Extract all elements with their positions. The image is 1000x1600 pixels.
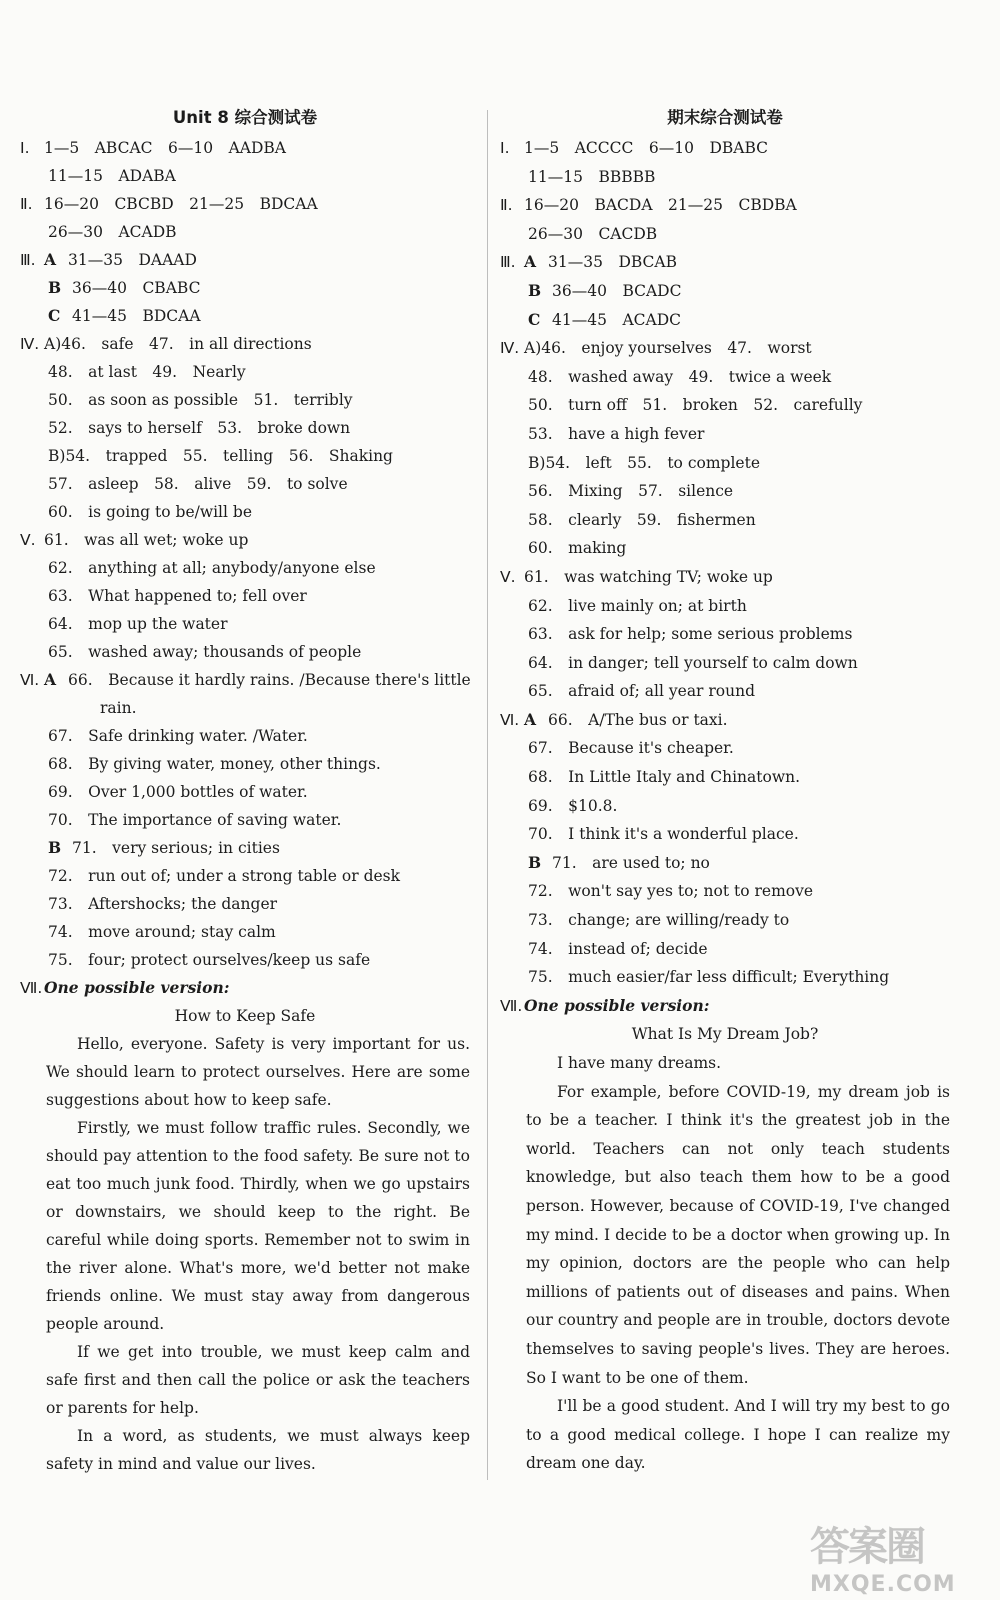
answer-line: 50. as soon as possible 51. terribly <box>48 391 353 409</box>
answer-line: 67. Safe drinking water. /Water. <box>48 727 308 745</box>
answer-line: 75. much easier/far less difficult; Everything <box>528 968 890 987</box>
answer-line: Ⅰ. 1—5 ABCAC 6—10 AADBA <box>20 134 470 162</box>
essay-label: One possible version: <box>44 978 230 997</box>
essay-title: How to Keep Safe <box>174 1007 316 1025</box>
section-number: Ⅳ. <box>20 335 40 353</box>
part-label: A <box>524 709 537 729</box>
answer-line: Ⅵ. A 66. A/The bus or taxi. <box>500 706 950 735</box>
answer-line: Ⅲ. A 31—35 DBCAB <box>500 248 950 277</box>
answer-line: 69. $10.8. <box>528 796 618 815</box>
essay-title: What Is My Dream Job? <box>631 1025 819 1044</box>
answer-line: 70. I think it's a wonderful place. <box>528 825 799 844</box>
answer-line: 68. In Little Italy and Chinatown. <box>528 768 801 787</box>
answer-line: 63. What happened to; fell over <box>48 587 307 605</box>
part-label: C <box>528 309 541 329</box>
answer-line: 73. change; are willing/ready to <box>528 911 790 930</box>
essay-paragraph: Firstly, we must follow traffic rules. Secondly, we should pay attention to the food safety. Be sure not to eat too much junk food. Thirdly, when we go upstairs or downstairs, we should keep to the right. Be careful while doing sports. Remember not to swim in the river alone. What's more, we'd better not make friends online. We must stay away from dangerous people around. <box>46 1119 470 1333</box>
answer-line: 56. Mixing 57. silence <box>528 482 734 501</box>
answer-line: 72. run out of; under a strong table or desk <box>48 867 401 885</box>
section-number: Ⅴ. <box>20 531 36 549</box>
answer-line: Ⅳ. A)46. enjoy yourselves 47. worst <box>500 334 950 363</box>
answer-line: 74. instead of; decide <box>528 939 708 958</box>
answer-line: 69. Over 1,000 bottles of water. <box>48 783 308 801</box>
answer-line: 62. anything at all; anybody/anyone else <box>48 559 376 577</box>
part-label: B <box>48 278 62 297</box>
section-number: Ⅵ. <box>20 671 40 689</box>
answer-line: 57. asleep 58. alive 59. to solve <box>48 475 348 493</box>
answer-line: 63. ask for help; some serious problems <box>528 625 853 644</box>
answer-line: Ⅱ. 16—20 BACDA 21—25 CBDBA <box>500 191 950 220</box>
answer-line: B 36—40 BCADC <box>500 277 950 306</box>
answer-line: 75. four; protect ourselves/keep us safe <box>48 951 371 969</box>
essay-paragraph: I have many dreams. <box>557 1054 722 1072</box>
answer-line: 53. have a high fever <box>528 424 705 443</box>
section-number: Ⅴ. <box>500 567 516 586</box>
section-number: Ⅰ. <box>20 139 30 157</box>
answer-line: 48. at last 49. Nearly <box>48 363 246 381</box>
answer-line: 60. is going to be/will be <box>48 503 252 521</box>
section-number: Ⅲ. <box>500 253 516 272</box>
column-divider <box>487 110 488 1480</box>
answer-line <box>500 992 950 1021</box>
answer-line: 11—15 BBBBB <box>528 167 656 186</box>
section-number: Ⅵ. <box>500 710 520 729</box>
answer-line: 65. afraid of; all year round <box>528 682 756 701</box>
watermark-logo <box>810 1515 980 1595</box>
answer-line: B)54. trapped 55. telling 56. Shaking <box>48 447 393 465</box>
answer-line: B 36—40 CBABC <box>20 274 470 302</box>
answer-line: 62. live mainly on; at birth <box>528 596 747 615</box>
answer-line: C 41—45 ACADC <box>500 306 950 335</box>
answer-line: 11—15 ADABA <box>48 167 176 185</box>
answer-line: 73. Aftershocks; the danger <box>48 895 278 913</box>
part-label: C <box>48 306 61 325</box>
answer-line: 68. By giving water, money, other things. <box>48 755 381 773</box>
answer-line: B 71. are used to; no <box>500 849 950 878</box>
essay-paragraph: If we get into trouble, we must keep calm and safe first and then call the police or ask the teachers or parents for help. <box>46 1343 470 1417</box>
section-number: Ⅱ. <box>20 195 33 213</box>
section-number: Ⅶ. <box>500 996 523 1015</box>
answer-line: 58. clearly 59. fishermen <box>528 510 756 529</box>
answer-line: Ⅵ. A 66. Because it hardly rains. /Because there's little <box>20 666 470 694</box>
answer-line: B 71. very serious; in cities <box>20 834 470 862</box>
essay-paragraph: In a word, as students, we must always keep safety in mind and value our lives. <box>46 1427 470 1473</box>
section-number: Ⅰ. <box>500 139 510 157</box>
answer-line: 74. move around; stay calm <box>48 923 276 941</box>
watermark-text: 答案圈 <box>810 1524 924 1570</box>
answer-line: 70. The importance of saving water. <box>48 811 342 829</box>
part-label: A <box>44 670 57 689</box>
answer-line: C 41—45 BDCAA <box>20 302 470 330</box>
section-number: Ⅱ. <box>500 196 513 215</box>
answer-line: Ⅳ. A)46. safe 47. in all directions <box>20 330 470 358</box>
answer-line: 50. turn off 51. broken 52. carefully <box>528 396 863 415</box>
right-title: 期末综合测试卷 <box>667 108 783 127</box>
watermark-url: MXQE.COM <box>810 1572 956 1597</box>
answer-line: 65. washed away; thousands of people <box>48 643 362 661</box>
section-number: Ⅶ. <box>20 979 43 997</box>
answer-line: 67. Because it's cheaper. <box>528 739 734 758</box>
answer-line: 72. won't say yes to; not to remove <box>528 882 814 901</box>
answer-line: 48. washed away 49. twice a week <box>528 367 832 386</box>
answer-line: Ⅲ. A 31—35 DAAAD <box>20 246 470 274</box>
essay-label: One possible version: <box>524 995 710 1015</box>
answer-line: rain. <box>100 699 137 717</box>
section-number: Ⅲ. <box>20 251 36 269</box>
answer-line: Ⅰ. 1—5 ACCCC 6—10 DBABC <box>500 134 950 163</box>
answer-line: 52. says to herself 53. broke down <box>48 419 351 437</box>
essay-paragraph: Hello, everyone. Safety is very important for us. We should learn to protect ourselves. Here are some suggestions about how to keep safe. <box>46 1035 470 1109</box>
answer-line: Ⅴ. 61. was watching TV; woke up <box>500 563 950 592</box>
right-column <box>500 104 950 1478</box>
answer-line: B)54. left 55. to complete <box>528 453 760 472</box>
answer-line <box>20 974 470 1002</box>
part-label: A <box>44 250 57 269</box>
part-label: A <box>524 252 537 272</box>
part-label: B <box>48 838 62 857</box>
left-column <box>20 104 470 1478</box>
answer-line: Ⅴ. 61. was all wet; woke up <box>20 526 470 554</box>
essay-paragraph: For example, before COVID-19, my dream job is to be a teacher. I think it's the greatest job in the world. Teachers can not only teach students knowledge, but also teach them how to be a good person. However, because of COVID-19, I've changed my mind. I decide to be a doctor when growing up. In my opinion, doctors are the people who can help millions of patients out of diseases and pains. When our country and people are in trouble, doctors devote themselves to saving people's lives. They are heroes. So I want to be one of them. <box>526 1082 950 1387</box>
part-label: B <box>528 852 542 872</box>
answer-line: 60. making <box>528 539 627 558</box>
answer-line: 64. in danger; tell yourself to calm down <box>528 653 858 672</box>
left-title: Unit 8 综合测试卷 <box>172 108 318 127</box>
answer-line: 26—30 CACDB <box>528 224 658 243</box>
essay-paragraph: I'll be a good student. And I will try my best to go to a good medical college. I hope I can realize my dream one day. <box>526 1397 950 1473</box>
part-label: B <box>528 280 542 300</box>
section-number: Ⅳ. <box>500 339 520 358</box>
answer-line: 64. mop up the water <box>48 615 228 633</box>
answer-line: 26—30 ACADB <box>48 223 177 241</box>
answer-line: Ⅱ. 16—20 CBCBD 21—25 BDCAA <box>20 190 470 218</box>
